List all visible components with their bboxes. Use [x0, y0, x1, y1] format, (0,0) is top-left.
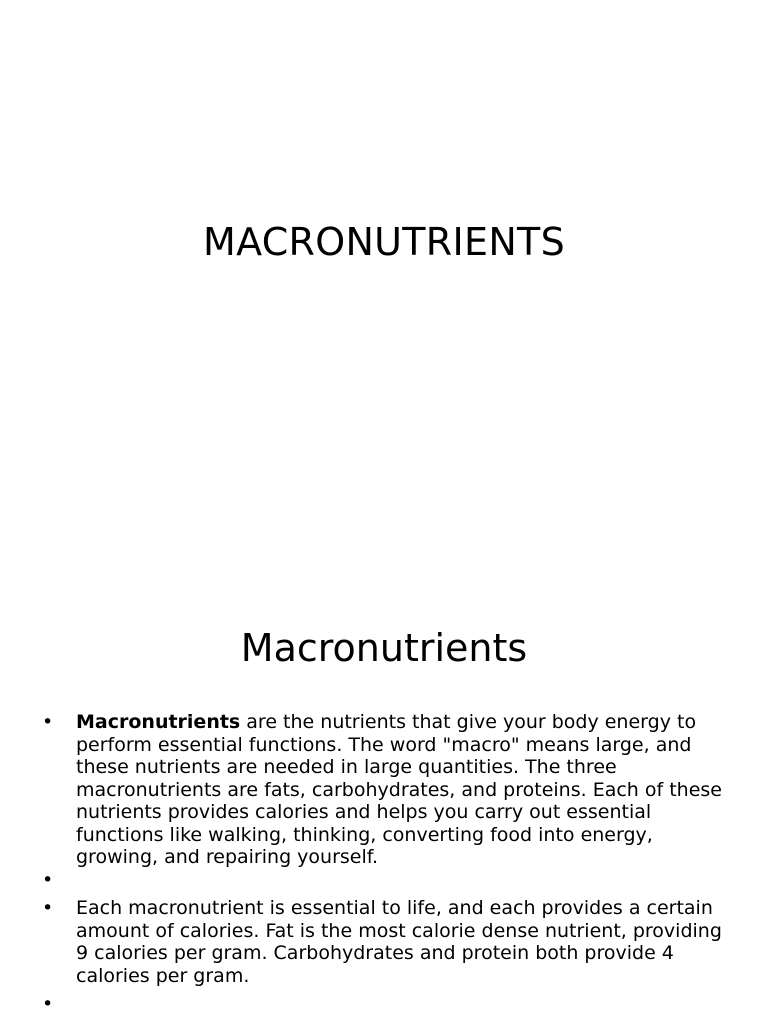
bullet-item	[30, 897, 730, 987]
content-slide	[0, 512, 768, 1024]
bullet-text: are the nutrients that give your body energy to perform essential functions. The word "macro" means large, and these nutrients are needed in large quantities. The three macronutrients are fats, carbohydrates, and proteins. Each of these nutrients provides calories and helps you carry out essential functions like walking, thinking, converting food into energy, growing, and repairing yourself.	[76, 711, 722, 868]
slide-heading: Macronutrients	[240, 626, 528, 670]
bullet-item-empty	[30, 869, 730, 892]
bullet-marker: •	[42, 868, 54, 891]
bullet-marker: •	[42, 897, 54, 919]
bullet-marker: •	[42, 711, 54, 733]
bullet-lead-term: Macronutrients	[76, 711, 241, 733]
bullet-marker: •	[42, 993, 54, 1015]
slide-title: MACRONUTRIENTS	[203, 220, 565, 264]
bullet-list	[30, 711, 730, 1016]
bullet-text: Each macronutrient is essential to life, and each provides a certain amount of calories. Fat is the most calorie dense nutrient, providing 9 calories per gram. Carbohydrates and protein both provide 4 calories per gram.	[76, 897, 722, 987]
bullet-item-empty	[30, 993, 730, 1016]
bullet-item	[30, 711, 730, 869]
